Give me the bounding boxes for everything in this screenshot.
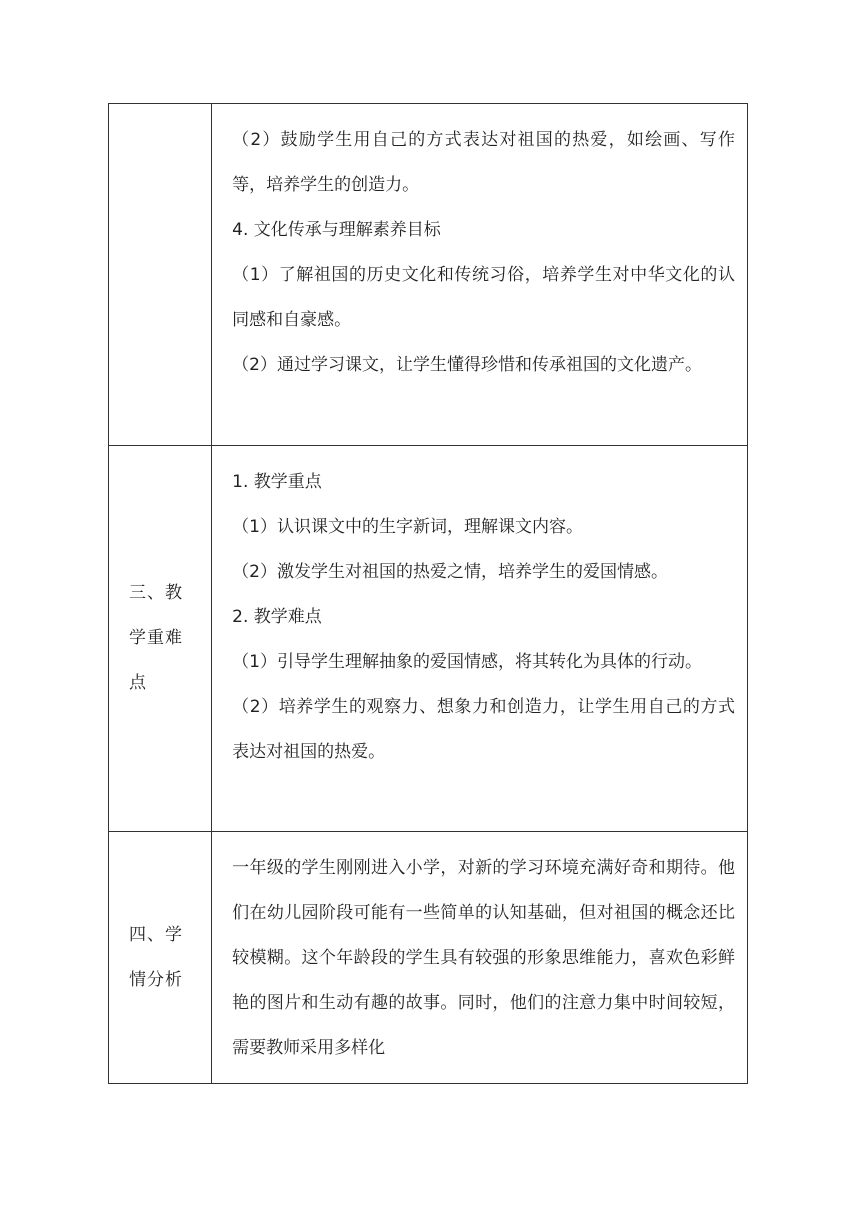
row-label-cell xyxy=(109,104,212,446)
row-label-cell xyxy=(109,446,212,832)
paragraph: 一年级的学生刚刚进入小学，对新的学习环境充满好奇和期待。他们在幼儿园阶段可能有一些简单的认知基础，但对祖国的概念还比较模糊。这个年龄段的学生具有较强的形象思维能力，喜欢色彩鲜艳的图片和生动有趣的故事。同时，他们的注意力集中时间较短，需要教师采用多样化 xyxy=(232,858,735,1058)
section-heading: 4. 文化传承与理解素养目标 xyxy=(232,220,441,240)
table-row xyxy=(109,832,748,1084)
section-heading: 2. 教学难点 xyxy=(232,607,322,627)
paragraph: （2）鼓励学生用自己的方式表达对祖国的热爱，如绘画、写作等，培养学生的创造力。 xyxy=(232,130,735,195)
row-content-cell xyxy=(212,446,748,832)
table-row xyxy=(109,446,748,832)
paragraph: （2）通过学习课文，让学生懂得珍惜和传承祖国的文化遗产。 xyxy=(232,355,702,375)
paragraph: （2）培养学生的观察力、想象力和创造力，让学生用自己的方式表达对祖国的热爱。 xyxy=(232,697,735,762)
paragraph: （2）激发学生对祖国的热爱之情，培养学生的爱国情感。 xyxy=(232,562,668,582)
table-row xyxy=(109,104,748,446)
paragraph: （1）认识课文中的生字新词，理解课文内容。 xyxy=(232,517,583,537)
row-label: 三、教学重难点 xyxy=(129,583,183,693)
paragraph: （1）了解祖国的历史文化和传统习俗，培养学生对中华文化的认同感和自豪感。 xyxy=(232,265,735,330)
paragraph: （1）引导学生理解抽象的爱国情感，将其转化为具体的行动。 xyxy=(232,652,702,672)
row-label: 四、学情分析 xyxy=(129,924,183,990)
row-label-cell xyxy=(109,832,212,1084)
section-heading: 1. 教学重点 xyxy=(232,472,322,492)
row-content-cell xyxy=(212,104,748,446)
row-content-cell xyxy=(212,832,748,1084)
lesson-plan-table xyxy=(108,103,748,1084)
